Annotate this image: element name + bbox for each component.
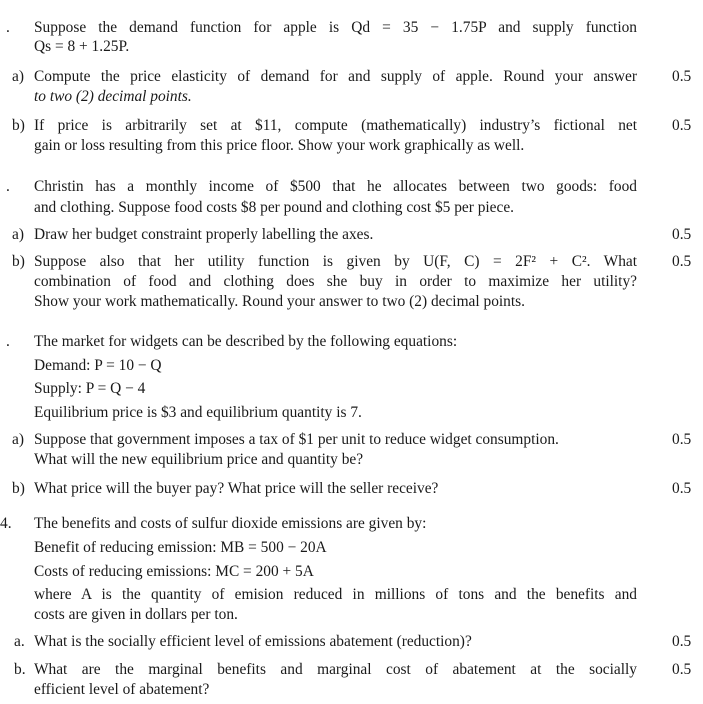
question-text-line: Costs of reducing emissions: MC = 200 + 5A <box>34 563 314 580</box>
question-text-line: where A is the quantity of emision reduced in millions of tons and the benefits and <box>34 586 637 603</box>
question-text-line: Benefit of reducing emission: MB = 500 − 20A <box>34 539 327 556</box>
question-number: . <box>6 178 10 195</box>
part-text-line: What price will the buyer pay? What price will the seller receive? <box>34 480 439 497</box>
question-text-line: The benefits and costs of sulfur dioxide emissions are given by: <box>34 515 427 532</box>
part-label: b) <box>12 253 25 270</box>
part-text-line: to two (2) decimal points. <box>34 88 192 105</box>
marks-value: 0.5 <box>672 431 692 448</box>
part-label: b) <box>12 117 25 134</box>
marks-value: 0.5 <box>672 226 692 243</box>
question-text-line: Christin has a monthly income of $500 that he allocates between two goods: food <box>34 178 637 195</box>
marks-value: 0.5 <box>672 68 692 85</box>
marks-value: 0.5 <box>672 633 692 650</box>
marks-value: 0.5 <box>672 117 692 134</box>
question-text-line: Suppose the demand function for apple is Qd = 35 − 1.75P and supply function <box>34 19 637 36</box>
question-text-line: Equilibrium price is $3 and equilibrium quantity is 7. <box>34 404 362 421</box>
part-text-line: Draw her budget constraint properly labelling the axes. <box>34 226 374 243</box>
question-number: . <box>6 333 10 350</box>
marks-value: 0.5 <box>672 661 692 678</box>
part-text-line: Compute the price elasticity of demand for and supply of apple. Round your answer <box>34 68 637 85</box>
part-text-line: What is the socially efficient level of emissions abatement (reduction)? <box>34 633 472 650</box>
part-text-line: efficient level of abatement? <box>34 681 210 698</box>
part-text-line: Suppose that government imposes a tax of $1 per unit to reduce widget consumption. <box>34 431 559 448</box>
part-text-line: Suppose also that her utility function is given by U(F, C) = 2F² + C². What <box>34 253 637 270</box>
question-number: . <box>6 19 10 36</box>
part-label: a) <box>12 226 24 243</box>
part-label: b. <box>14 661 26 678</box>
question-text-line: costs are given in dollars per ton. <box>34 606 238 623</box>
part-label: a) <box>12 431 24 448</box>
part-text-line: Show your work mathematically. Round your answer to two (2) decimal points. <box>34 293 525 310</box>
part-label: a. <box>14 633 25 650</box>
question-text-line: and clothing. Suppose food costs $8 per pound and clothing cost $5 per piece. <box>34 199 515 216</box>
part-text-line: gain or loss resulting from this price floor. Show your work graphically as well. <box>34 137 525 154</box>
part-label: a) <box>12 68 24 85</box>
question-text-line: Qs = 8 + 1.25P. <box>34 38 130 55</box>
question-number: 4. <box>0 515 12 532</box>
part-text-line: What are the marginal benefits and marginal cost of abatement at the socially <box>34 661 637 678</box>
question-text-line: The market for widgets can be described by the following equations: <box>34 333 458 350</box>
part-text-line: What will the new equilibrium price and quantity be? <box>34 451 364 468</box>
marks-value: 0.5 <box>672 480 692 497</box>
question-text-line: Demand: P = 10 − Q <box>34 357 162 374</box>
question-text-line: Supply: P = Q − 4 <box>34 380 146 397</box>
part-text-line: combination of food and clothing does she buy in order to maximize her utility? <box>34 273 637 290</box>
part-text-line: If price is arbitrarily set at $11, compute (mathematically) industry’s fictional net <box>34 117 637 134</box>
part-label: b) <box>12 480 25 497</box>
marks-value: 0.5 <box>672 253 692 270</box>
